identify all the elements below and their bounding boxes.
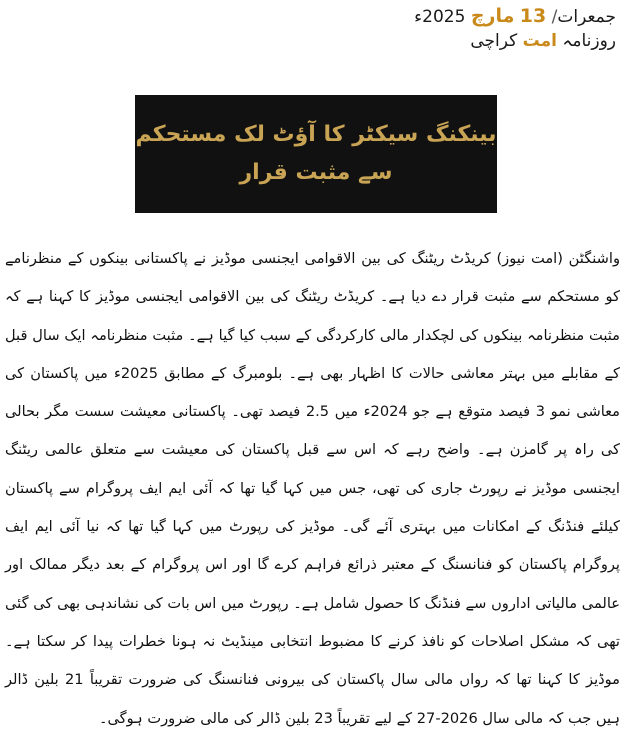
dateline-date-number: 13: [519, 5, 547, 27]
headline-line-2: سے مثبت قرار: [239, 160, 393, 185]
headline-box: [135, 95, 497, 213]
dateline-month: مارچ: [470, 5, 515, 27]
dateline-separator: /: [551, 7, 558, 27]
masthead-prefix: روزنامہ: [562, 31, 616, 51]
dateline: [414, 6, 616, 27]
masthead-city: کراچی: [470, 31, 518, 51]
masthead-brand: امت: [522, 31, 557, 51]
article-body: واشنگٹن (امت نیوز) کریڈٹ ریٹنگ کی بین الاقوامی ایجنسی موڈیز نے پاکستانی بینکوں کے منظرنامے کو مستحکم سے مثبت قرار دے دیا ہے۔ کریڈٹ ریٹنگ کی بین الاقوامی ایجنسی موڈیز کا کہنا ہے کہ مثبت منظرنامہ بینکوں کی لچکدار مالی کارکردگی کے سبب کیا گیا ہے۔ مثبت منظرنامہ ایک سال قبل کے مقابلے میں بہتر معاشی حالات کا اظہار بھی ہے۔ بلومبرگ کے مطابق 2025ء میں پاکستان کی معاشی نمو 3 فیصد متوقع ہے جو 2024ء میں 2.5 فیصد تھی۔ پاکستانی معیشت سست مگر بحالی کی راہ پر گامزن ہے۔ واضح رہے کہ اس سے قبل پاکستان کی معیشت سے متعلق عالمی ریٹنگ ایجنسی موڈیز نے رپورٹ جاری کی تھی، جس میں کہا گیا تھا کہ آئی ایم ایف پروگرام سے پاکستان کیلئے فنڈنگ کے امکانات میں بہتری آئے گی۔ موڈیز کی رپورٹ میں کہا گیا تھا کہ نیا آئی ایم ایف پروگرام پاکستان کو فنانسنگ کے معتبر ذرائع فراہم کرے گا اور اس پروگرام کے بعد دیگر ممالک اور عالمی مالیاتی اداروں سے فنڈنگ کا حصول شامل ہے۔ رپورٹ میں اس بات کی نشاندہی بھی کی گئی تھی کہ مشکل اصلاحات کو نافذ کرنے کا مضبوط انتخابی مینڈیٹ نہ ہونا خطرات پیدا کر سکتا ہے۔ موڈیز کا کہنا تھا کہ رواں مالی سال پاکستان کی بیرونی فنانسنگ کی ضرورت تقریباً 21 بلین ڈالر ہیں جب کہ مالی سال 2026-27 کے لیے تقریباً 23 بلین ڈالر کی مالی ضرورت ہوگی۔: [5, 250, 621, 727]
masthead: [470, 30, 616, 52]
dateline-day: جمعرات: [557, 7, 616, 27]
dateline-year: 2025ء: [414, 7, 466, 27]
headline-line-1: بینکنگ سیکٹر کا آؤٹ لک مستحکم: [135, 122, 497, 147]
